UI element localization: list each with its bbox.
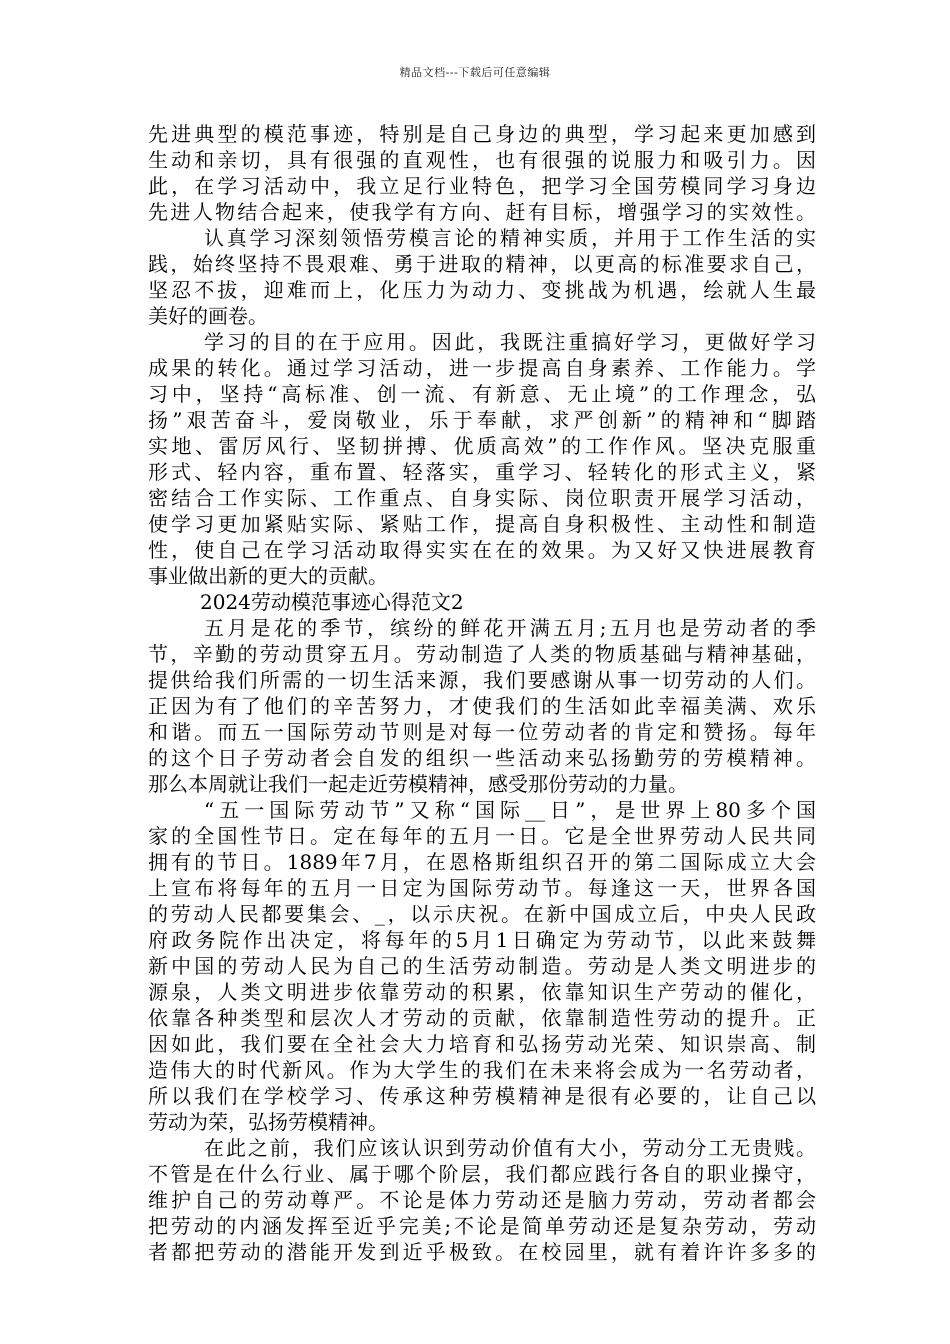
text-line: 维护自己的劳动尊严。不论是体力劳动还是脑力劳动，劳动者都会 [148,1188,816,1212]
text-line: 先进典型的模范事迹，特别是自己身边的典型，学习起来更加感到 [148,122,816,146]
text-line: 此，在学习活动中，我立足行业特色，把学习全国劳模同学习身边 [148,174,816,198]
text-line: 造伟大的时代新风。作为大学生的我们在未来将会成为一名劳动者， [148,1058,816,1082]
text-line: 的这个日子劳动者会自发的组织一些活动来弘扬勤劳的劳模精神。 [148,746,816,770]
text-line: 形式、轻内容，重布置、轻落实，重学习、轻转化的形式主义，紧 [148,460,816,484]
text-line: 上宣布将每年的五月一日定为国际劳动节。每逢这一天，世界各国 [148,876,816,900]
text-line: 源泉，人类文明进步依靠劳动的积累，依靠知识生产劳动的催化， [148,980,816,1004]
text-line: 那么本周就让我们一起走近劳模精神，感受那份劳动的力量。 [148,772,688,796]
text-line: 五月是花的季节，缤纷的鲜花开满五月;五月也是劳动者的季 [204,616,816,640]
text-line: “五一国际劳动节”又称“国际__日”，是世界上80多个国 [204,798,816,822]
text-line: 在此之前，我们应该认识到劳动价值有大小，劳动分工无贵贱。 [204,1136,816,1160]
text-line: 把劳动的内涵发挥至近乎完美;不论是简单劳动还是复杂劳动，劳动 [148,1214,816,1238]
text-line: 美好的画卷。 [148,304,268,328]
text-line: 坚忍不拔，迎难而上，化压力为动力、变挑战为机遇，绘就人生最 [148,278,816,302]
text-line: 因如此，我们要在全社会大力培育和弘扬劳动光荣、知识崇高、制 [148,1032,816,1056]
text-line: 者都把劳动的潜能开发到近乎极致。在校园里，就有着许许多多的 [148,1240,816,1264]
text-line: 践，始终坚持不畏艰难、勇于进取的精神，以更高的标准要求自己， [148,252,816,276]
text-line: 依靠各种类型和层次人才劳动的贡献，依靠制造性劳动的提升。正 [148,1006,816,1030]
text-line: 不管是在什么行业、属于哪个阶层，我们都应践行各自的职业操守， [148,1162,816,1186]
text-line: 生动和亲切，具有很强的直观性，也有很强的说服力和吸引力。因 [148,148,816,172]
text-line: 使学习更加紧贴实际、紧贴工作，提高自身积极性、主动性和制造 [148,512,816,536]
document-body [148,121,816,1265]
text-line: 和谐。而五一国际劳动节则是对每一位劳动者的肯定和赞扬。每年 [148,720,816,744]
text-line: 府政务院作出决定，将每年的5月1日确定为劳动节，以此来鼓舞 [148,928,816,952]
page-header: 精品文档---下载后可任意编辑 [399,66,551,79]
text-line: 家的全国性节日。定在每年的五月一日。它是全世界劳动人民共同 [148,824,816,848]
text-line: 习中，坚持“高标准、创一流、有新意、无止境”的工作理念，弘 [148,382,816,406]
text-line: 密结合工作实际、工作重点、自身实际、岗位职责开展学习活动， [148,486,816,510]
text-line: 学习的目的在于应用。因此，我既注重搞好学习，更做好学习 [204,330,816,354]
text-line: 实地、雷厉风行、坚韧拼搏、优质高效”的工作作风。坚决克服重 [148,434,816,458]
text-line: 节，辛勤的劳动贯穿五月。劳动制造了人类的物质基础与精神基础， [148,642,816,666]
text-line: 拥有的节日。1889年7月，在恩格斯组织召开的第二国际成立大会 [148,850,816,874]
text-line: 认真学习深刻领悟劳模言论的精神实质，并用于工作生活的实 [204,226,816,250]
text-line: 2024劳动模范事迹心得范文2 [200,590,464,614]
text-line: 正因为有了他们的辛苦努力，才使我们的生活如此幸福美满、欢乐 [148,694,816,718]
text-line: 先进人物结合起来，使我学有方向、赶有目标，增强学习的实效性。 [148,200,816,224]
text-line: 扬”艰苦奋斗，爱岗敬业，乐于奉献，求严创新”的精神和“脚踏 [148,408,816,432]
text-line: 事业做出新的更大的贡献。 [148,564,388,588]
text-line: 所以我们在学校学习、传承这种劳模精神是很有必要的，让自己以 [148,1084,816,1108]
text-line: 成果的转化。通过学习活动，进一步提高自身素养、工作能力。学 [148,356,816,380]
text-line: 性，使自己在学习活动取得实实在在的效果。为又好又快进展教育 [148,538,816,562]
text-line: 的劳动人民都要集会、_，以示庆祝。在新中国成立后，中央人民政 [148,902,816,926]
text-line: 提供给我们所需的一切生活来源，我们要感谢从事一切劳动的人们。 [148,668,816,692]
text-line: 劳动为荣，弘扬劳模精神。 [148,1110,388,1134]
text-line: 新中国的劳动人民为自己的生活劳动制造。劳动是人类文明进步的 [148,954,816,978]
